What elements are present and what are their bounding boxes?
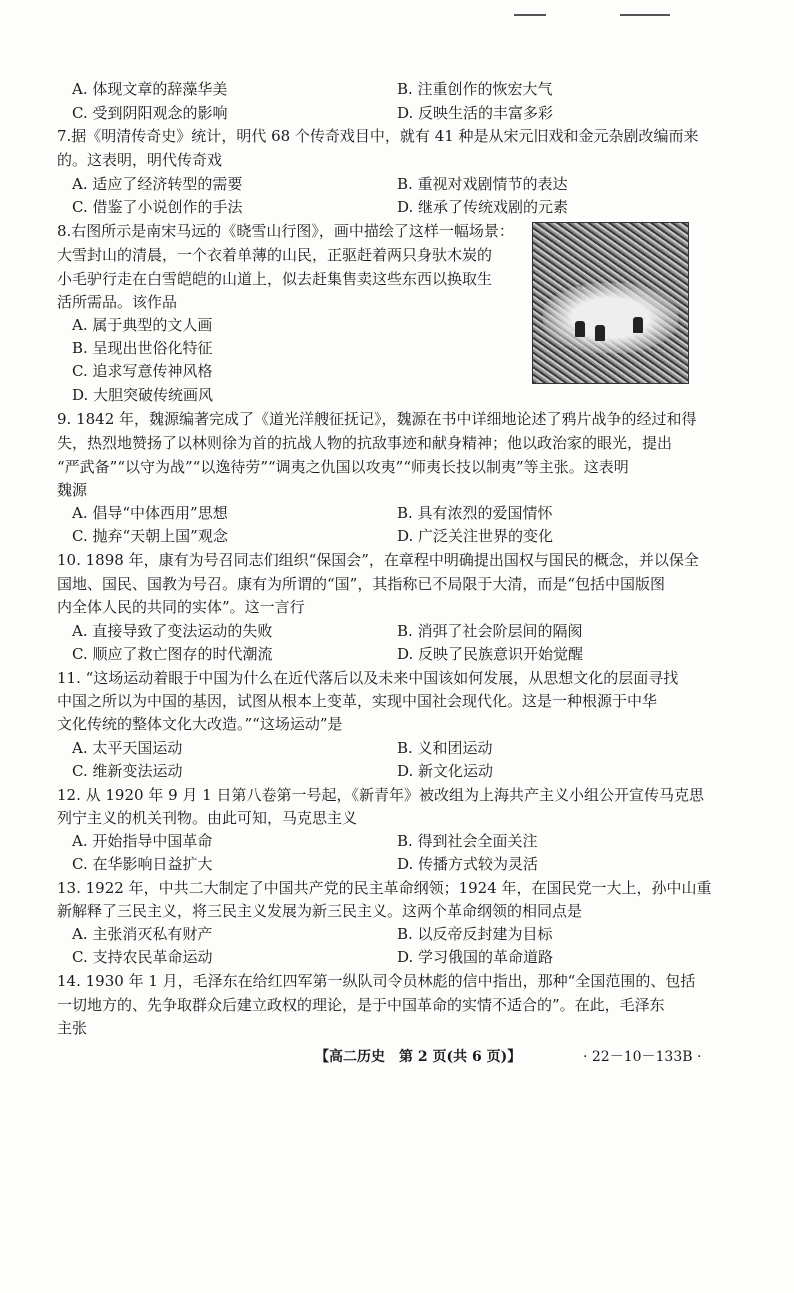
q9-stem-line: 9. 1842 年，魏源编著完成了《道光洋艘征抚记》，魏源在书中详细地论述了鸦片战争的经过和得 [57, 410, 697, 428]
q12-option-b: B. 得到社会全面关注 [397, 832, 538, 850]
scan-mark [514, 14, 546, 16]
q6-option-b: B. 注重创作的恢宏大气 [397, 80, 553, 98]
q10-stem-line: 国地、国民、国教为号召。康有为所谓的“国”，其指称已不局限于大清，而是“包括中国版图 [57, 575, 666, 593]
q11-stem-line: 文化传统的整体文化大改造。”“这场运动”是 [57, 715, 343, 733]
q7-option-d: D. 继承了传统戏剧的元素 [397, 198, 569, 216]
q6-option-a: A. 体现文章的辞藻华美 [72, 80, 228, 98]
q12-stem-line: 12. 从 1920 年 9 月 1 日第八卷第一号起，《新青年》被改组为上海共产主义小组公开宣传马克思 [57, 786, 704, 804]
q11-stem-line: 中国之所以为中国的基因，试图从根本上变革，实现中国社会现代化。这是一种根源于中华 [57, 692, 658, 710]
q9-option-c: C. 抛弃“天朝上国”观念 [72, 527, 228, 545]
q10-stem-line: 10. 1898 年，康有为号召同志们组织“保国会”，在章程中明确提出国权与国民的概念，并以保全 [57, 551, 699, 569]
q10-option-c: C. 顺应了救亡图存的时代潮流 [72, 645, 273, 663]
q8-option-a: A. 属于典型的文人画 [72, 316, 213, 334]
q13-option-a: A. 主张消灭私有财产 [72, 925, 213, 943]
q12-option-a: A. 开始指导中国革命 [72, 832, 213, 850]
q13-option-b: B. 以反帝反封建为目标 [397, 925, 553, 943]
q11-stem-line: 11. “这场运动着眼于中国为什么在近代落后以及未来中国该如何发展，从思想文化的层面寻找 [57, 669, 679, 687]
footer-subject-page: 【高二历史 第 2 页(共 6 页)】 [315, 1049, 522, 1065]
q11-option-b: B. 义和团运动 [397, 739, 493, 757]
q6-option-c: C. 受到阴阳观念的影响 [72, 104, 228, 122]
q8-option-c: C. 追求写意传神风格 [72, 362, 213, 380]
q13-option-d: D. 学习俄国的革命道路 [397, 948, 554, 966]
footer-code: · 22－10－133B · [583, 1049, 702, 1065]
q12-option-c: C. 在华影响日益扩大 [72, 855, 213, 873]
q9-option-b: B. 具有浓烈的爱国情怀 [397, 504, 553, 522]
q9-stem-line: “严武备”“以守为战”“以逸待劳”“调夷之仇国以攻夷”“师夷长技以制夷”等主张。这表明 [57, 458, 629, 476]
donkey-figure [575, 321, 585, 337]
q7-option-a: A. 适应了经济转型的需要 [72, 175, 243, 193]
q9-stem-line: 失，热烈地赞扬了以林则徐为首的抗战人物的抗敌事迹和献身精神；他以政治家的眼光，提出 [57, 434, 673, 452]
q10-option-a: A. 直接导致了变法运动的失败 [72, 622, 273, 640]
q12-option-d: D. 传播方式较为灵活 [397, 855, 539, 873]
q9-option-a: A. 倡导“中体西用”思想 [72, 504, 228, 522]
q13-stem-line: 13. 1922 年，中共二大制定了中国共产党的民主革命纲领；1924 年，在国民党一大上，孙中山重 [57, 879, 712, 897]
q7-stem-line: 的。这表明，明代传奇戏 [57, 151, 223, 169]
q10-option-d: D. 反映了民族意识开始觉醒 [397, 645, 584, 663]
q7-option-c: C. 借鉴了小说创作的手法 [72, 198, 243, 216]
q7-option-b: B. 重视对戏剧情节的表达 [397, 175, 568, 193]
q8-option-b: B. 呈现出世俗化特征 [72, 339, 213, 357]
q14-stem-line: 14. 1930 年 1 月，毛泽东在给红四军第一纵队司令员林彪的信中指出，那种“全国范围的、包括 [57, 972, 696, 990]
q14-stem-line: 一切地方的、先争取群众后建立政权的理论，是于中国革命的实情不适合的”。在此，毛泽东 [57, 996, 665, 1014]
q8-option-d: D. 大胆突破传统画风 [72, 386, 214, 404]
q11-option-c: C. 维新变法运动 [72, 762, 183, 780]
q11-option-d: D. 新文化运动 [397, 762, 494, 780]
q8-stem-line: 大雪封山的清晨，一个衣着单薄的山民，正驱赶着两只身驮木炭的 [57, 246, 493, 264]
scan-mark [620, 14, 670, 16]
q8-stem-line: 8.右图所示是南宋马远的《晓雪山行图》，画中描绘了这样一幅场景： [57, 222, 514, 240]
q8-stem-line: 小毛驴行走在白雪皑皑的山道上，似去赶集售卖这些东西以换取生 [57, 270, 493, 288]
q9-option-d: D. 广泛关注世界的变化 [397, 527, 554, 545]
q10-stem-line: 内全体人民的共同的实体”。这一言行 [57, 598, 305, 616]
q12-stem-line: 列宁主义的机关刊物。由此可知，马克思主义 [57, 809, 358, 827]
q11-option-a: A. 太平天国运动 [72, 739, 183, 757]
q6-option-d: D. 反映生活的丰富多彩 [397, 104, 554, 122]
q13-option-c: C. 支持农民革命运动 [72, 948, 213, 966]
painting-image [532, 222, 689, 384]
q8-stem-line: 活所需品。该作品 [57, 293, 178, 311]
q14-stem-line: 主张 [57, 1019, 88, 1037]
donkey-figure [595, 325, 605, 341]
person-figure [633, 317, 643, 333]
q9-stem-line: 魏源 [57, 481, 88, 499]
q10-option-b: B. 消弭了社会阶层间的隔阂 [397, 622, 583, 640]
q7-stem-line: 7.据《明清传奇史》统计，明代 68 个传奇戏目中，就有 41 种是从宋元旧戏和金元杂剧改编而来 [57, 127, 699, 145]
q13-stem-line: 新解释了三民主义，将三民主义发展为新三民主义。这两个革命纲领的相同点是 [57, 902, 583, 920]
snow-area [543, 283, 678, 353]
